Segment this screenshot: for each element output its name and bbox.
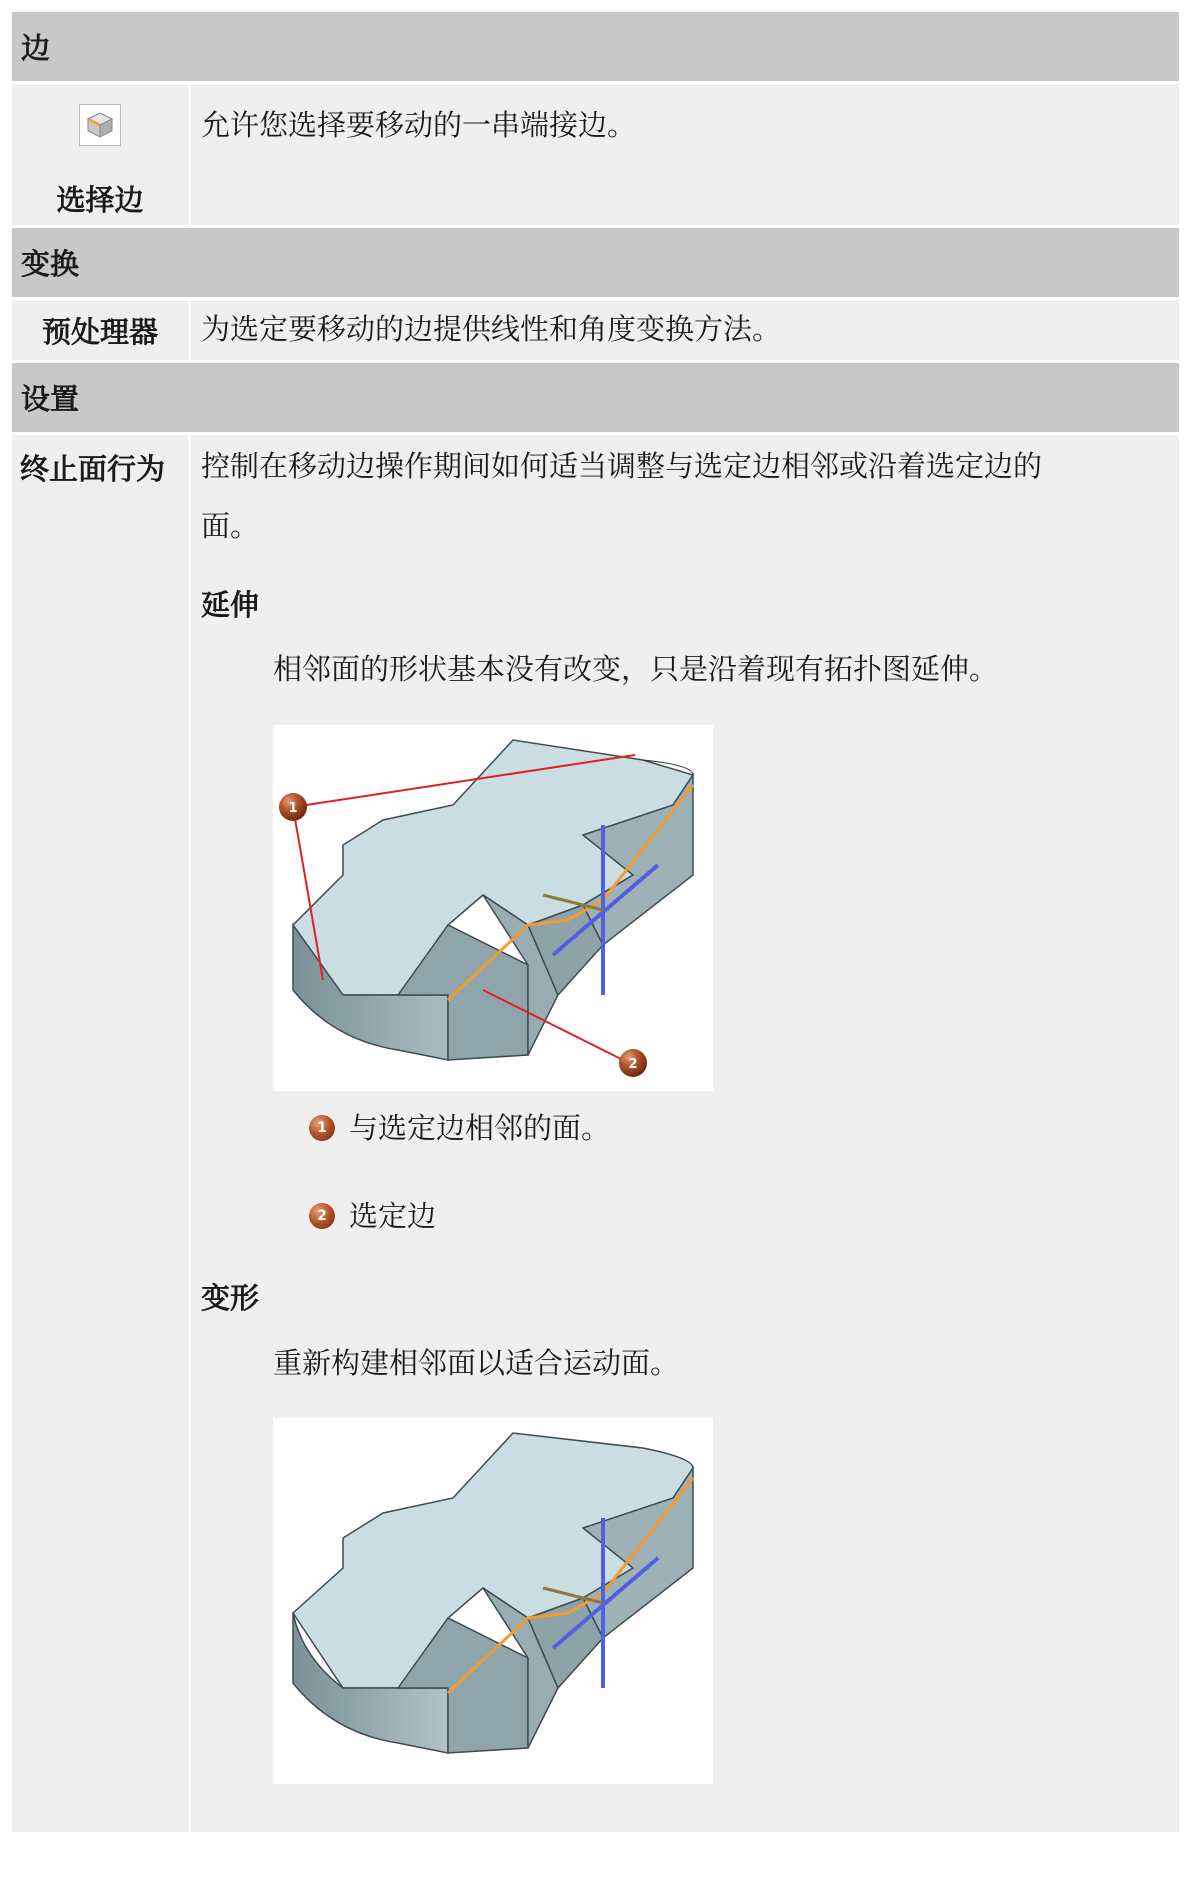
extend-option-desc: 相邻面的形状基本没有改变，只是沿着现有拓扑图延伸。 [273,652,999,687]
deform-option-desc: 重新构建相邻面以适合运动面。 [273,1345,680,1380]
select-edge-desc: 允许您选择要移动的一串端接边。 [191,84,1179,225]
callout-1-icon: 1 [309,1115,335,1141]
cube-edge-icon[interactable] [79,104,121,146]
deform-figure [273,1418,713,1784]
end-face-desc-line2: 面。 [201,509,260,544]
callout-2-text: 选定边 [349,1198,437,1233]
extend-option-title[interactable]: 延伸 [201,587,260,622]
callout-item-1 [309,1105,1179,1151]
end-face-desc-line1: 控制在移动边操作期间如何适当调整与选定边相邻或沿着选定边的 [201,449,1043,483]
callout-2-icon: 2 [309,1203,335,1229]
section-header-settings: 设置 [12,363,1179,435]
row-preprocessor [12,300,1179,363]
end-face-behavior-label[interactable]: 终止面行为 [12,435,191,1832]
row-end-face-behavior [12,435,1179,1835]
callout-item-2 [309,1193,1179,1239]
select-edge-label: 选择边 [56,183,144,217]
row-select-edge [12,84,1179,228]
preprocessor-desc: 为选定要移动的边提供线性和角度变换方法。 [191,300,1179,360]
callout-ball-1-num: 1 [288,800,298,816]
callout-1-text: 与选定边相邻的面。 [349,1110,611,1145]
end-face-behavior-content [191,435,1179,1832]
callout-ball-2-num: 2 [628,1056,638,1072]
extend-figure [273,725,713,1091]
section-header-edge: 边 [12,12,1179,84]
select-edge-cell[interactable] [12,84,191,225]
section-header-transform: 变换 [12,228,1179,300]
preprocessor-label[interactable]: 预处理器 [12,300,191,360]
properties-table [12,12,1179,1835]
deform-option-title[interactable]: 变形 [201,1281,260,1316]
